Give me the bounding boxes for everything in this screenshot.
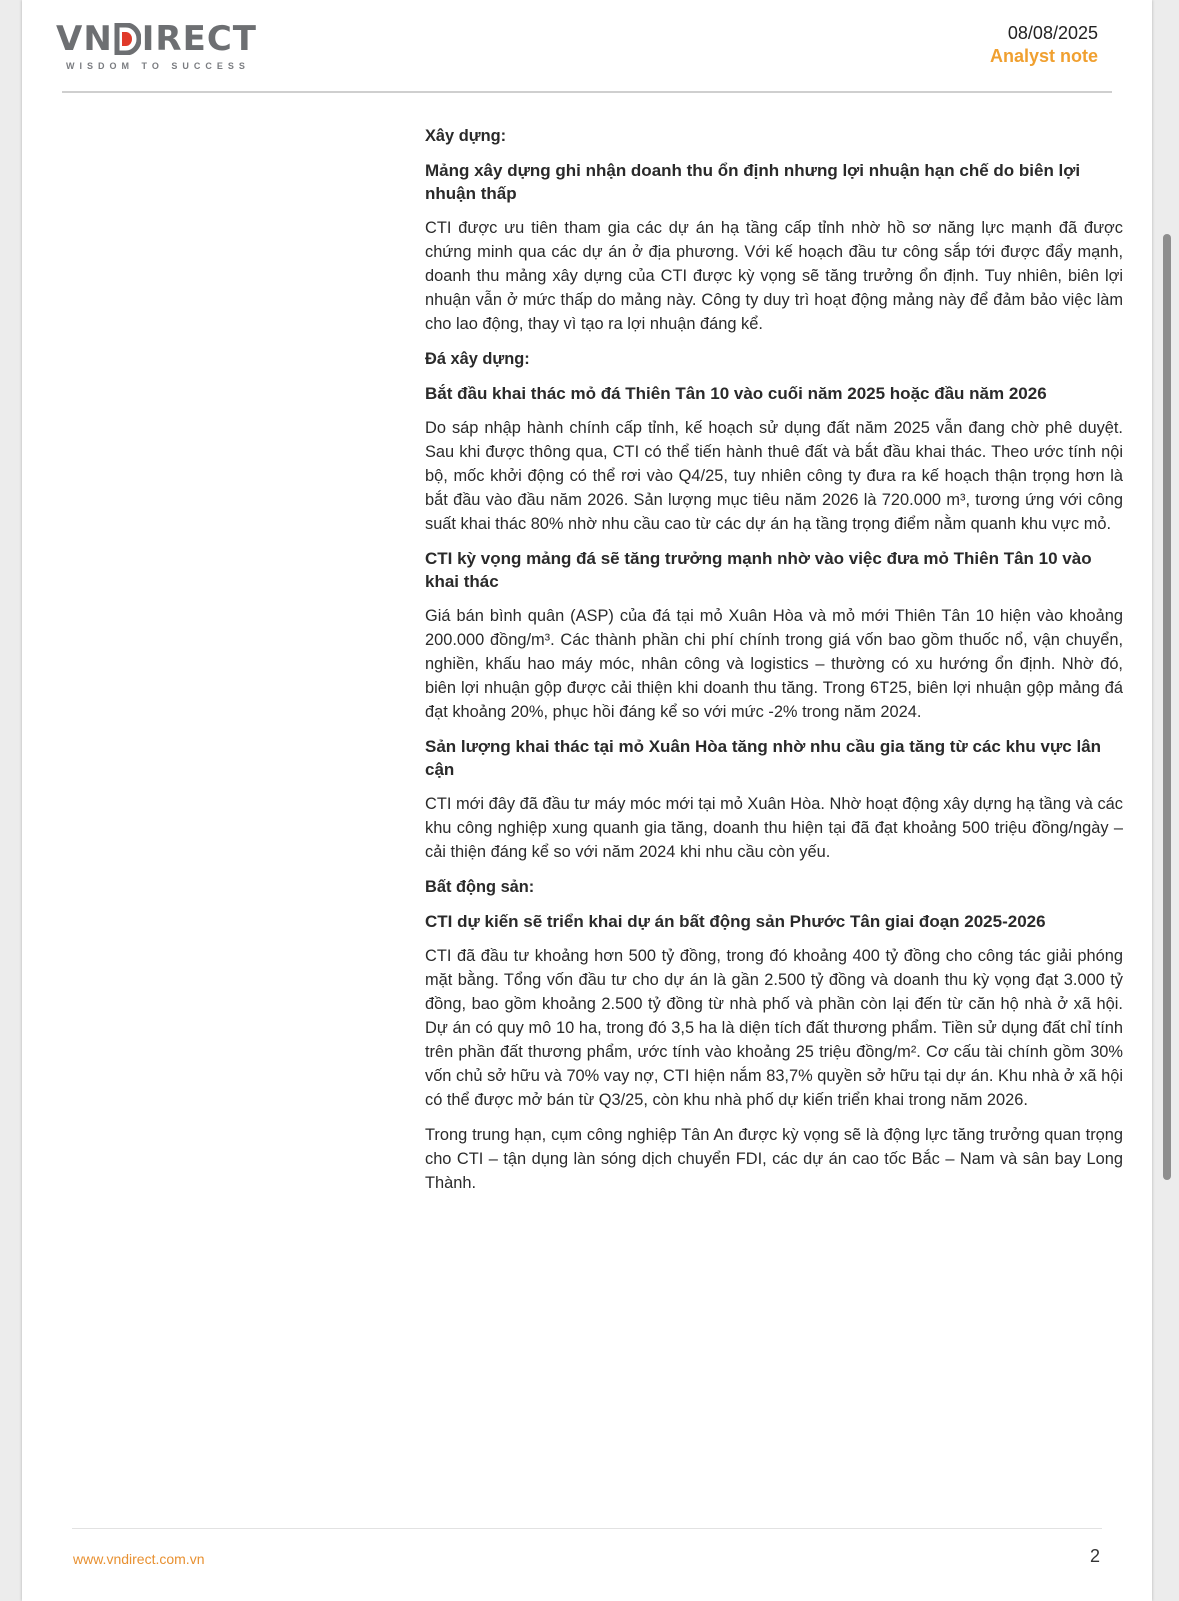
- logo-text-left: VN: [56, 19, 113, 59]
- real-estate-paragraph-2: Trong trung hạn, cụm công nghiệp Tân An được kỳ vọng sẽ là động lực tăng trưởng quan trọng cho CTI – tận dụng làn sóng dịch chuyển FDI, các dự án cao tốc Bắc – Nam và sân bay Long Thành.: [425, 1126, 1123, 1192]
- real-estate-heading: CTI dự kiến sẽ triển khai dự án bất động sản Phước Tân giai đoạn 2025-2026: [425, 912, 1046, 931]
- page-number: 2: [1089, 1546, 1100, 1566]
- vndirect-logo: [56, 20, 257, 71]
- document-page: [22, 0, 1152, 1601]
- footer-divider: [72, 1528, 1102, 1529]
- stone-paragraph-2: Giá bán bình quân (ASP) của đá tại mỏ Xuân Hòa và mỏ mới Thiên Tân 10 hiện vào khoảng 200.000 đồng/m³. Các thành phần chi phí chính trong giá vốn bao gồm thuốc nổ, vận chuyển, nghiền, khấu hao máy móc, nhân công và logistics – thường có xu hướng ổn định. Nhờ đó, biên lợi nhuận gộp được cải thiện khi doanh thu tăng. Trong 6T25, biên lợi nhuận gộp mảng đá đạt khoảng 20%, phục hồi đáng kể so với mức -2% trong năm 2024.: [425, 607, 1123, 721]
- construction-paragraph: CTI được ưu tiên tham gia các dự án hạ tầng cấp tỉnh nhờ hồ sơ năng lực mạnh đã được chứng minh qua các dự án ở địa phương. Với kế hoạch đầu tư công sắp tới được đẩy mạnh, doanh thu mảng xây dựng của CTI được kỳ vọng sẽ tăng trưởng ổn định. Tuy nhiên, biên lợi nhuận vẫn ở mức thấp do mảng này. Công ty duy trì hoạt động mảng này để đảm bảo việc làm cho lao động, thay vì tạo ra lợi nhuận đáng kể.: [425, 219, 1123, 333]
- header-meta: [990, 22, 1098, 68]
- stone-heading-2: CTI kỳ vọng mảng đá sẽ tăng trưởng mạnh nhờ vào việc đưa mỏ Thiên Tân 10 vào khai thác: [425, 549, 1092, 591]
- section-label-construction: Xây dựng:: [425, 127, 507, 145]
- logo-tagline: WISDOM TO SUCCESS: [66, 61, 250, 71]
- logo-text-right: IRECT: [141, 19, 257, 59]
- construction-heading: Mảng xây dựng ghi nhận doanh thu ổn định nhưng lợi nhuận hạn chế do biên lợi nhuận thấp: [425, 161, 1081, 203]
- stone-heading-1: Bắt đầu khai thác mỏ đá Thiên Tân 10 vào cuối năm 2025 hoặc đầu năm 2026: [425, 384, 1047, 403]
- stone-paragraph-1: Do sáp nhập hành chính cấp tỉnh, kế hoạch sử dụng đất năm 2025 vẫn đang chờ phê duyệt. Sau khi được thông qua, CTI có thể tiến hành thuê đất và bắt đầu khai thác. Theo ước tính nội bộ, mốc khởi động có thể rơi vào Q4/25, tuy nhiên công ty đưa ra kế hoạch thận trọng hơn là bắt đầu vào đầu năm 2026. Sản lượng mục tiêu năm 2026 là 720.000 m³, tương ứng với công suất khai thác 80% nhờ nhu cầu cao từ các dự án hạ tầng trọng điểm nằm quanh khu vực mỏ.: [425, 419, 1123, 533]
- stone-heading-3: Sản lượng khai thác tại mỏ Xuân Hòa tăng nhờ nhu cầu gia tăng từ các khu vực lân cận: [425, 737, 1102, 779]
- stone-paragraph-3: CTI mới đây đã đầu tư máy móc mới tại mỏ Xuân Hòa. Nhờ hoạt động xây dựng hạ tầng và các khu công nghiệp xung quanh gia tăng, doanh thu hiện tại đã đạt khoảng 500 triệu đồng/ngày – cải thiện đáng kể so với năm 2024 khi nhu cầu còn yếu.: [425, 795, 1123, 861]
- real-estate-paragraph-1: CTI đã đầu tư khoảng hơn 500 tỷ đồng, trong đó khoảng 400 tỷ đồng cho công tác giải phóng mặt bằng. Tổng vốn đầu tư cho dự án là gần 2.500 tỷ đồng và doanh thu kỳ vọng đạt 3.000 tỷ đồng, bao gồm khoảng 2.500 tỷ đồng từ nhà phố và phần còn lại đến từ căn hộ nhà ở xã hội. Dự án có quy mô 10 ha, trong đó 3,5 ha là diện tích đất thương phẩm. Tiền sử dụng đất chỉ tính trên phần đất thương phẩm, ước tính vào khoảng 25 triệu đồng/m². Cơ cấu tài chính gồm 30% vốn chủ sở hữu và 70% vay nợ, CTI hiện nắm 83,7% quyền sở hữu tại dự án. Khu nhà ở xã hội có thể được mở bán từ Q3/25, còn khu nhà phố dự kiến triển khai trong năm 2026.: [425, 947, 1123, 1109]
- section-label-stone: Đá xây dựng:: [425, 350, 530, 368]
- scrollbar-thumb[interactable]: [1163, 234, 1171, 1180]
- report-date: 08/08/2025: [1007, 23, 1098, 43]
- logo-d-mark-icon: [114, 23, 141, 55]
- section-label-real-estate: Bất động sản:: [425, 878, 535, 896]
- report-body: [425, 119, 1123, 1206]
- header-divider: [62, 91, 1112, 93]
- footer-website-link[interactable]: www.vndirect.com.vn: [73, 1551, 205, 1567]
- report-type: Analyst note: [989, 46, 1098, 66]
